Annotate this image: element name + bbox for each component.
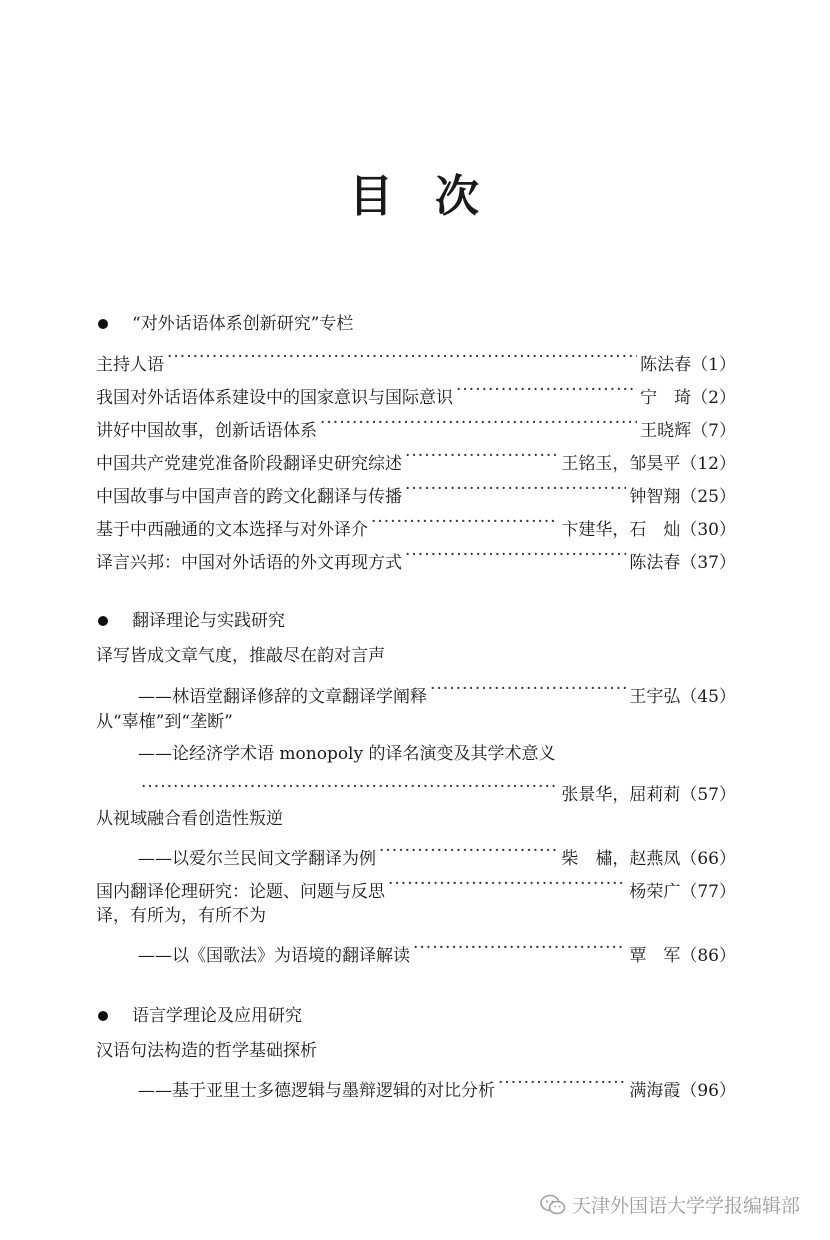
dot-leader xyxy=(388,871,626,897)
entry-author: 陈法春 xyxy=(640,355,692,375)
toc-entry[interactable] xyxy=(96,774,736,805)
toc-entry[interactable] xyxy=(96,476,736,507)
entry-subtitle: ——基于亚里士多德逻辑与墨辩逻辑的对比分析 xyxy=(138,1081,495,1101)
entry-author: 王晓辉 xyxy=(640,421,692,441)
dot-leader xyxy=(405,443,558,469)
bullet-icon xyxy=(98,616,108,626)
toc-entry[interactable] xyxy=(96,838,736,869)
entry-title[interactable]: 汉语句法构造的哲学基础探析 xyxy=(96,1041,317,1061)
entry-title: 基于中西融通的文本选择与对外译介 xyxy=(96,520,368,540)
entry-page: （7） xyxy=(691,421,736,441)
section-header-3 xyxy=(96,1003,302,1029)
entry-page: （12） xyxy=(680,454,736,474)
entry-page: （77） xyxy=(680,882,736,902)
title-char-1: 目 xyxy=(349,171,395,222)
title-char-2: 次 xyxy=(435,171,481,222)
entry-title[interactable]: 从视域融合看创造性叛逆 xyxy=(96,809,283,829)
toc-entry[interactable] xyxy=(96,344,736,375)
dot-leader xyxy=(413,935,626,961)
section-header-label: 翻译理论与实践研究 xyxy=(132,611,285,631)
dot-leader xyxy=(167,344,637,370)
entry-author: 陈法春 xyxy=(629,553,681,573)
dot-leader xyxy=(379,838,558,864)
dot-leader xyxy=(430,676,626,702)
entry-subtitle: ——以爱尔兰民间文学翻译为例 xyxy=(138,849,376,869)
dot-leader xyxy=(405,476,626,502)
toc-entry[interactable] xyxy=(96,443,736,474)
dot-leader xyxy=(371,509,558,535)
toc-entry[interactable] xyxy=(96,676,736,707)
toc-entry[interactable] xyxy=(96,542,736,573)
entry-title: 国内翻译伦理研究：论题、问题与反思 xyxy=(96,882,385,902)
section-header-label: 语言学理论及应用研究 xyxy=(132,1006,302,1026)
entry-title[interactable]: 译，有所为，有所不为 xyxy=(96,906,266,926)
entry-subtitle: ——林语堂翻译修辞的文章翻译学阐释 xyxy=(138,687,427,707)
entry-title[interactable]: 从“辜榷”到“垄断” xyxy=(96,712,233,732)
entry-author: 钟智翔 xyxy=(629,487,681,507)
page-title xyxy=(0,160,830,224)
entry-subtitle[interactable]: ——论经济学术语 monopoly 的译名演变及其学术意义 xyxy=(138,744,556,764)
entry-page: （45） xyxy=(680,687,736,707)
wechat-icon xyxy=(540,1194,566,1216)
entry-author: 柴 橚，赵燕凤 xyxy=(561,849,681,869)
entry-title: 主持人语 xyxy=(96,355,164,375)
entry-page: （1） xyxy=(691,355,736,375)
entry-author: 卞建华，石 灿 xyxy=(561,520,681,540)
entry-page: （86） xyxy=(680,946,736,966)
entry-page: （2） xyxy=(691,388,736,408)
entry-title: 讲好中国故事，创新话语体系 xyxy=(96,421,317,441)
entry-author: 杨荣广 xyxy=(629,882,681,902)
toc-entry[interactable] xyxy=(96,377,736,408)
dot-leader xyxy=(456,377,637,403)
dot-leader xyxy=(320,410,637,436)
entry-page: （30） xyxy=(680,520,736,540)
section-header-label: “对外话语体系创新研究”专栏 xyxy=(132,314,354,334)
section-header-2 xyxy=(96,608,285,634)
toc-entry[interactable] xyxy=(96,935,736,966)
toc-entry[interactable] xyxy=(96,509,736,540)
entry-author: 宁 琦 xyxy=(640,388,692,408)
entry-author: 张景华，屈莉莉 xyxy=(561,785,681,805)
entry-subtitle: ——以《国歌法》为语境的翻译解读 xyxy=(138,946,410,966)
section-header-1 xyxy=(96,311,353,337)
toc-entry[interactable] xyxy=(96,410,736,441)
bullet-icon xyxy=(98,1011,108,1021)
entry-page: （37） xyxy=(680,553,736,573)
entry-title[interactable]: 译写皆成文章气度，推敲尽在韵对言声 xyxy=(96,646,385,666)
dot-leader xyxy=(498,1070,626,1096)
entry-page: （96） xyxy=(680,1081,736,1101)
dot-leader xyxy=(405,542,626,568)
dot-leader xyxy=(141,774,558,800)
entry-title: 中国故事与中国声音的跨文化翻译与传播 xyxy=(96,487,402,507)
entry-page: （25） xyxy=(680,487,736,507)
watermark-text: 天津外国语大学学报编辑部 xyxy=(571,1195,800,1217)
bullet-icon xyxy=(98,319,108,329)
entry-title: 中国共产党建党准备阶段翻译史研究综述 xyxy=(96,454,402,474)
entry-title: 译言兴邦：中国对外话语的外文再现方式 xyxy=(96,553,402,573)
toc-entry[interactable] xyxy=(96,871,736,902)
entry-page: （57） xyxy=(680,785,736,805)
entry-title: 我国对外话语体系建设中的国家意识与国际意识 xyxy=(96,388,453,408)
entry-page: （66） xyxy=(680,849,736,869)
watermark xyxy=(540,1191,800,1218)
toc-entry[interactable] xyxy=(96,1070,736,1101)
entry-author: 王铭玉，邹昊平 xyxy=(561,454,681,474)
entry-author: 满海霞 xyxy=(629,1081,681,1101)
entry-author: 覃 军 xyxy=(629,946,681,966)
entry-author: 王宇弘 xyxy=(629,687,681,707)
